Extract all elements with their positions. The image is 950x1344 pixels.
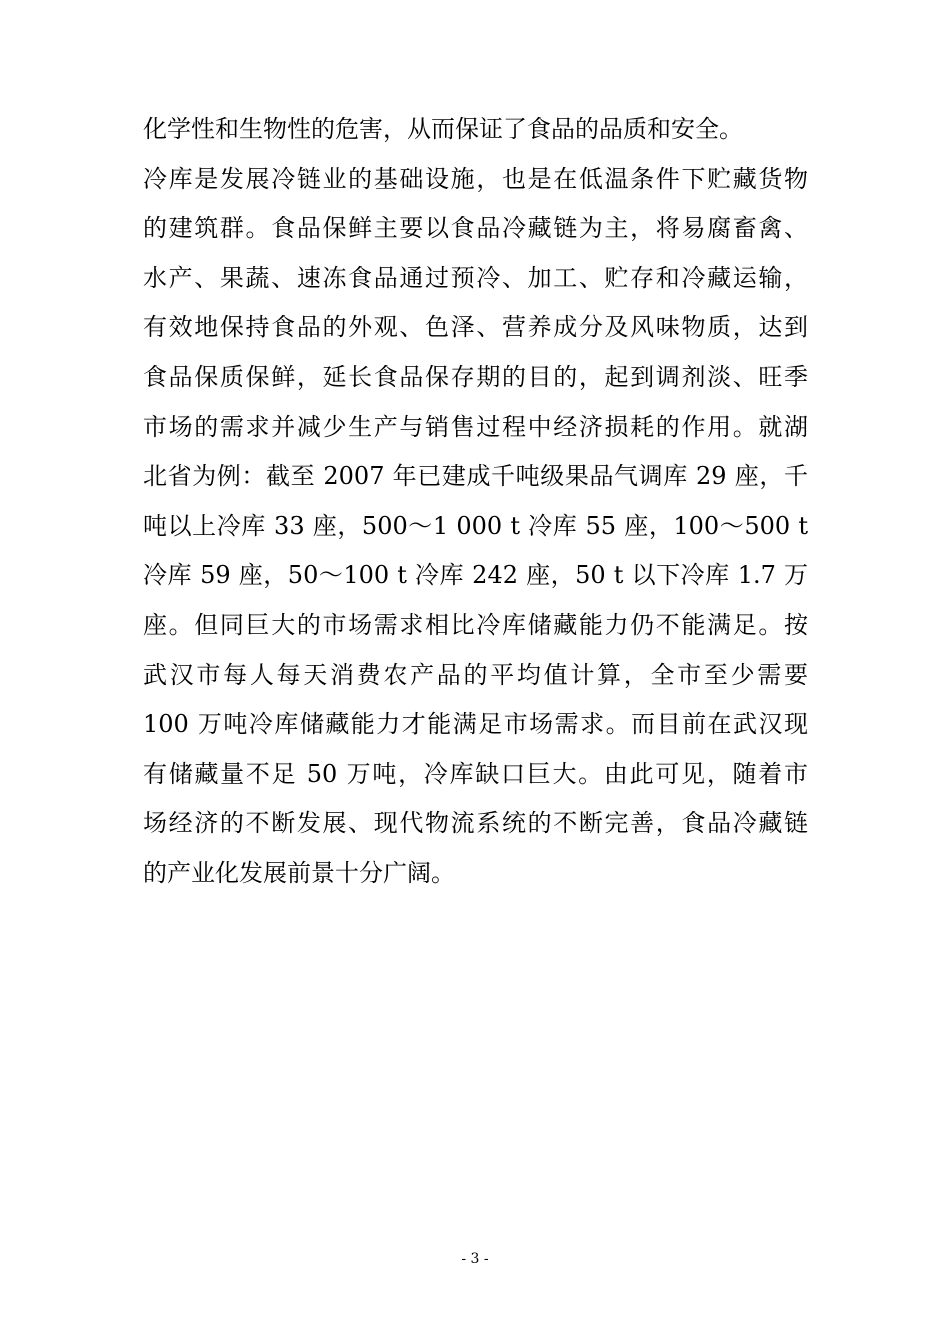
text-line-2: 冷库是发展冷链业的基础设施，也是在低温条件下贮藏货物 — [143, 164, 808, 193]
text-line-16: 的产业化发展前景十分广阔。 — [143, 858, 455, 887]
page-number: - 3 - — [461, 1251, 489, 1267]
text-line-11: 座。但同巨大的市场需求相比冷库储藏能力仍不能满足。按 — [143, 610, 808, 639]
text-line-6: 食品保质保鲜，延长食品保存期的目的，起到调剂淡、旺季 — [143, 362, 808, 391]
text-line-3: 的建筑群。食品保鲜主要以食品冷藏链为主，将易腐畜禽、 — [143, 214, 808, 243]
text-line-8: 北省为例：截至 2007 年已建成千吨级果品气调库 29 座，千 — [143, 462, 808, 491]
text-line-15: 场经济的不断发展、现代物流系统的不断完善，食品冷藏链 — [143, 809, 808, 838]
text-line-13: 100 万吨冷库储藏能力才能满足市场需求。而目前在武汉现 — [143, 710, 808, 739]
text-line-5: 有效地保持食品的外观、色泽、营养成分及风味物质，达到 — [143, 313, 808, 342]
text-line-4: 水产、果蔬、速冻食品通过预冷、加工、贮存和冷藏运输， — [143, 263, 808, 292]
text-line-10: 冷库 59 座，50～100 t 冷库 242 座，50 t 以下冷库 1.7 万 — [143, 561, 808, 590]
body-text — [143, 105, 808, 899]
text-line-7: 市场的需求并减少生产与销售过程中经济损耗的作用。就湖 — [143, 412, 808, 441]
text-line-9: 吨以上冷库 33 座，500～1 000 t 冷库 55 座，100～500 t — [143, 511, 808, 540]
text-line-14: 有储藏量不足 50 万吨，冷库缺口巨大。由此可见，随着市 — [143, 759, 808, 788]
text-line-1: 化学性和生物性的危害，从而保证了食品的品质和安全。 — [143, 115, 743, 143]
text-line-12: 武汉市每人每天消费农产品的平均值计算，全市至少需要 — [143, 660, 808, 689]
